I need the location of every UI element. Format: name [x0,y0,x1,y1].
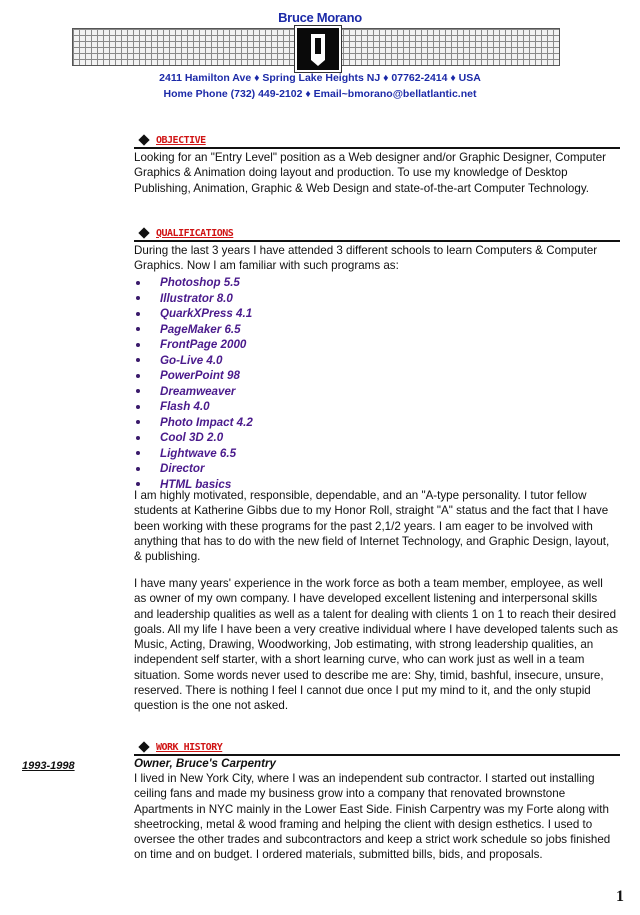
bullet-dot-icon [136,358,140,362]
objective-text: Looking for an "Entry Level" position as a Web designer and/or Graphic Designer, Computer Graphics & Animation doing layout and production. To use my knowledge of Desktop Publishing, Animation, Graphic & Web Design and state-of-the-art Computer Technology. [134,151,607,195]
program-name: Photo Impact 4.2 [160,415,253,429]
section-title: WORK HISTORY [156,741,223,753]
program-item [134,399,253,415]
section-title: QUALIFICATIONS [156,227,234,239]
bullet-dot-icon [136,281,140,285]
program-item [134,322,253,338]
program-item [134,430,253,446]
bullet-dot-icon [136,405,140,409]
program-item [134,461,253,477]
program-name: Dreamweaver [160,384,236,398]
bullet-dot-icon [136,467,140,471]
bullet-dot-icon [136,327,140,331]
job-description: I lived in New York City, where I was an independent sub contractor. I started out installing ceiling fans and made my business grow into a company that renovated brownstone Apartments in NYC mainly in the Lower East Side. Finish Carpentry was my Forte along with sheetrocking, metal & wood framing and helping the client with design esthetics. I used to oversee the other trades and subcontractors and keep a strict work schedule so jobs finished on time and on budget. I ordered materials, submitted bills, bids, and proposals. [134,772,611,862]
bullet-dot-icon [136,374,140,378]
bullet-dot-icon [136,343,140,347]
program-item [134,353,253,369]
job-title: Owner, Bruce's Carpentry [134,757,276,770]
section-rule [134,240,620,242]
program-name: Director [160,462,205,475]
name-heading: Bruce Morano [278,10,362,25]
bullet-dot-icon [136,436,140,440]
program-item [134,306,253,322]
program-item [134,446,253,462]
program-name: HTML basics [160,477,232,491]
section-rule [134,147,620,149]
program-name: PageMaker 6.5 [160,322,241,336]
qualifications-intro: During the last 3 years I have attended 3 different schools to learn Computers & Computer Graphics. Now I am familiar with such programs as: [134,244,598,273]
address-line: 2411 Hamilton Ave ♦ Spring Lake Heights NJ ♦ 07762-2414 ♦ USA [159,72,481,84]
section-objective-header [138,133,206,147]
program-item [134,368,253,384]
section-work-history-header [138,740,222,754]
section-qualifications-header [138,226,233,240]
program-name: Cool 3D 2.0 [160,431,224,444]
program-name: FrontPage 2000 [160,338,247,351]
program-name: Photoshop 5.5 [160,276,240,289]
diamond-bullet-icon [138,134,149,145]
program-name: Lightwave 6.5 [160,446,237,460]
qualifications-paragraph-1: I am highly motivated, responsible, dependable, and an "A-type personality. I tutor fellow students at Katherine Gibbs due to my Honor Roll, straight "A" status and the fact that I have been working with these programs for the past 2,1/2 years. I am eager to be involved with anything that has to do with the new field of Internet Technology, and Graphic Design, layout, & publishing. [134,489,610,564]
section-rule [134,754,620,756]
contact-line: Home Phone (732) 449-2102 ♦ Email~bmorano@bellatlantic.net [163,88,477,100]
program-name: PowerPoint 98 [160,369,240,382]
program-name: Illustrator 8.0 [160,291,233,305]
program-name: Go-Live 4.0 [160,353,223,367]
program-item [134,384,253,400]
program-name: Flash 4.0 [160,400,210,413]
page-number: 1 [616,888,624,905]
qualifications-paragraph-2: I have many years' experience in the work force as both a team member, employee, as well as owner of my own company. I have developed excellent listening and interpersonal skills and leadership qualities as well as a talent for dealing with clients 1 on 1 to reach their desired goals. All my life I have been a very creative individual where I have developed talents such as Music, Acting, Drawing, Woodworking, Job estimating, with strong leadership qualities, an independent self starter, with a short learning curve, who can work just as well in a team situation. Some words never used to describe me are: Shy, timid, bashful, insecure, unsure, reserved. There is nothing I feel I cannot due once I put my mind to it, and the only stupid question is the one not asked. [134,577,618,713]
work-dates: 1993-1998 [22,760,75,772]
section-title: OBJECTIVE [156,134,206,146]
logo-icon [295,26,341,72]
programs-list [134,275,253,492]
bullet-dot-icon [136,296,140,300]
program-item [134,291,253,307]
bullet-dot-icon [136,389,140,393]
diamond-bullet-icon [138,227,149,238]
bullet-dot-icon [136,451,140,455]
bullet-dot-icon [136,312,140,316]
program-item [134,337,253,353]
diamond-bullet-icon [138,741,149,752]
bullet-dot-icon [136,420,140,424]
bullet-dot-icon [136,482,140,486]
program-name: QuarkXPress 4.1 [160,307,253,320]
program-item [134,415,253,431]
program-item [134,275,253,291]
